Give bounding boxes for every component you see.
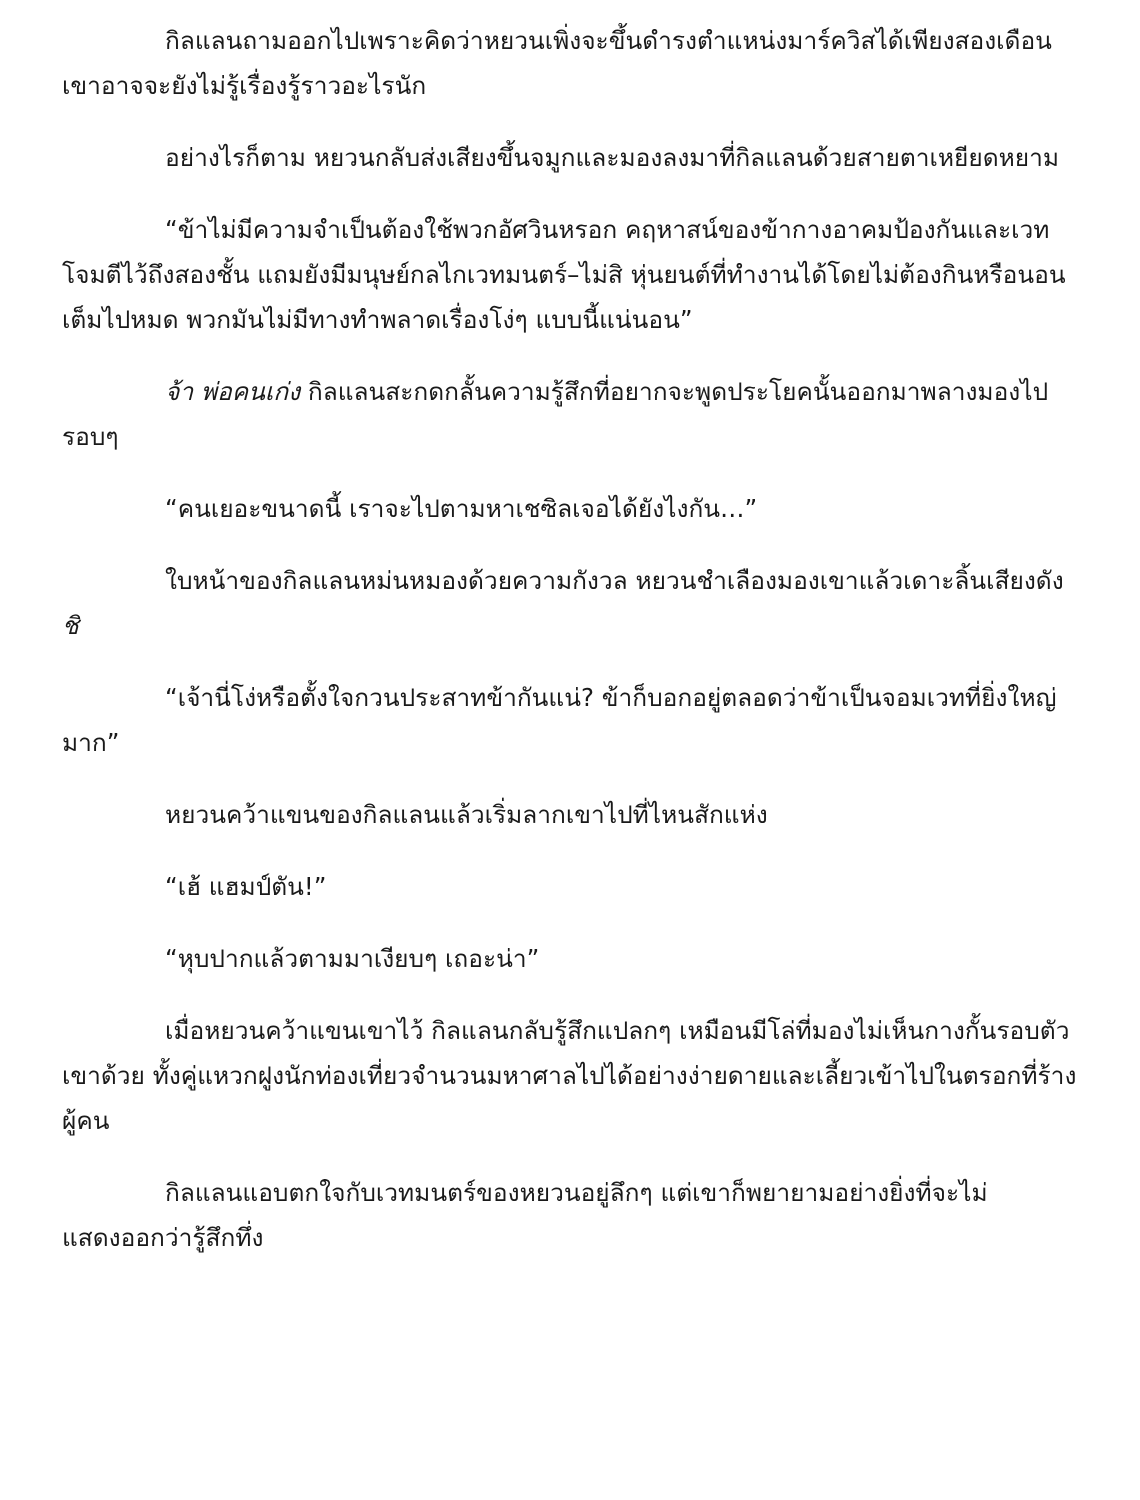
paragraph-text: กิลแลนสะกดกลั้นความรู้สึกที่อยากจะพูดประโยคนั้นออกมาพลางมองไปรอบๆ [62, 377, 1049, 451]
paragraph-text: หยวนคว้าแขนของกิลแลนแล้วเริ่มลากเขาไปที่ไหนสักแห่ง [165, 800, 768, 829]
paragraph [62, 135, 1082, 180]
paragraph-text: “ข้าไม่มีความจำเป็นต้องใช้พวกอัศวินหรอก คฤหาสน์ของข้ากางอาคมป้องกันและเวทโจมตีไว้ถึงสองชั้น แถมยังมีมนุษย์กลไกเวทมนตร์–ไม่สิ หุ่นยนต์ที่ทำงานได้โดยไม่ต้องกินหรือนอนเต็มไปหมด พวกมันไม่มีทางทำพลาดเรื่องโง่ๆ แบบนี้แน่นอน” [62, 215, 1066, 334]
paragraph-text: “เฮ้ แฮมป์ตัน!” [165, 872, 327, 901]
paragraph [62, 207, 1082, 342]
paragraph [62, 1008, 1082, 1143]
paragraph [62, 18, 1082, 108]
paragraph [62, 369, 1082, 459]
emphasis-text: จ้า พ่อคนเก่ง [165, 377, 301, 406]
paragraph-text: เมื่อหยวนคว้าแขนเขาไว้ กิลแลนกลับรู้สึกแปลกๆ เหมือนมีโล่ที่มองไม่เห็นกางกั้นรอบตัวเขาด้วย ทั้งคู่แหวกฝูงนักท่องเที่ยวจำนวนมหาศาลไปได้อย่างง่ายดายและเลี้ยวเข้าไปในตรอกที่ร้างผู้คน [62, 1016, 1077, 1135]
paragraph [62, 1170, 1082, 1260]
paragraph-text: ใบหน้าของกิลแลนหม่นหมองด้วยความกังวล หยวนชำเลืองมองเขาแล้วเดาะลิ้นเสียงดัง [165, 566, 1064, 595]
paragraph-text: “หุบปากแล้วตามมาเงียบๆ เถอะน่า” [165, 944, 540, 973]
paragraph-text: กิลแลนแอบตกใจกับเวทมนตร์ของหยวนอยู่ลึกๆ แต่เขาก็พยายามอย่างยิ่งที่จะไม่แสดงออกว่ารู้สึกทึ่ง [62, 1178, 988, 1252]
paragraph [62, 486, 1082, 531]
paragraph [62, 792, 1082, 837]
paragraph [62, 558, 1082, 648]
paragraph [62, 675, 1082, 765]
paragraph [62, 864, 1082, 909]
paragraph-text: อย่างไรก็ตาม หยวนกลับส่งเสียงขึ้นจมูกและมองลงมาที่กิลแลนด้วยสายตาเหยียดหยาม [165, 143, 1060, 172]
paragraph [62, 936, 1082, 981]
paragraph-text: กิลแลนถามออกไปเพราะคิดว่าหยวนเพิ่งจะขึ้นดำรงตำแหน่งมาร์ควิสได้เพียงสองเดือน เขาอาจจะยังไม่รู้เรื่องรู้ราวอะไรนัก [62, 26, 1052, 100]
emphasis-text: ชิ [62, 611, 79, 640]
paragraph-text: “คนเยอะขนาดนี้ เราจะไปตามหาเชซิลเจอได้ยังไงกัน…” [165, 494, 758, 523]
paragraph-text: “เจ้านี่โง่หรือตั้งใจกวนประสาทข้ากันแน่? ข้าก็บอกอยู่ตลอดว่าข้าเป็นจอมเวทที่ยิ่งใหญ่มาก” [62, 683, 1057, 757]
